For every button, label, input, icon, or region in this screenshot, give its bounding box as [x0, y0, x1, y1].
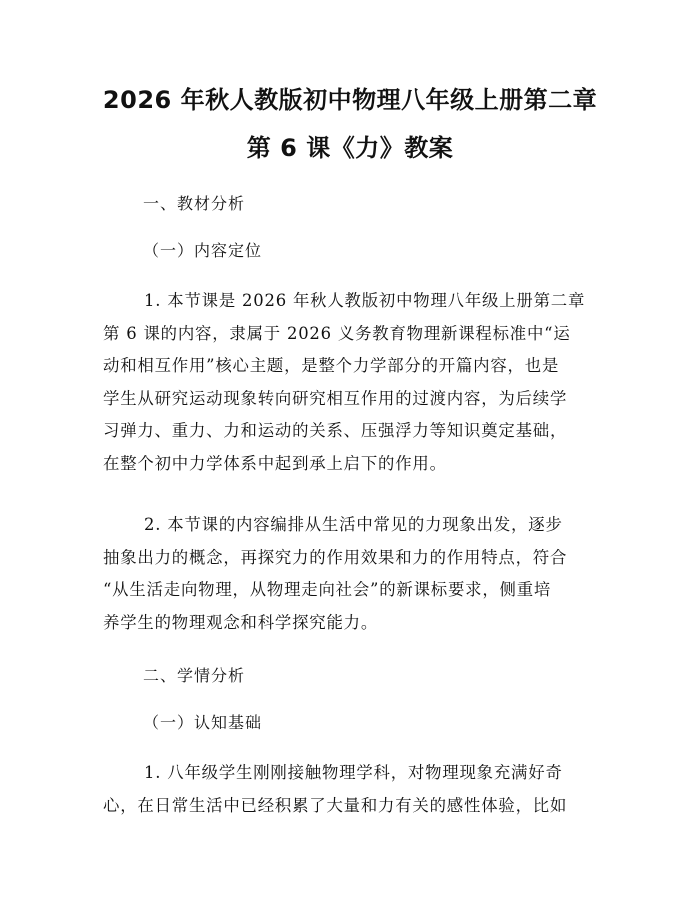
paragraph-3-line: 心，在日常生活中已经积累了大量和力有关的感性体验，比如 — [103, 795, 568, 815]
paragraph-1-line: 学生从研究运动现象转向研究相互作用的过渡内容，为后续学 — [103, 388, 568, 408]
section-heading-student-analysis: 二、学情分析 — [143, 666, 246, 685]
paragraph-2-line: 2. 本节课的内容编排从生活中常见的力现象出发，逐步 — [144, 515, 563, 534]
paragraph-1-line: 动和相互作用”核心主题，是整个力学部分的开篇内容，也是 — [103, 356, 560, 376]
paragraph-1-line: 第 6 课的内容，隶属于 2026 义务教育物理新课程标准中“运 — [103, 323, 571, 343]
paragraph-2-line: “从生活走向物理，从物理走向社会”的新课标要求，侧重培 — [103, 580, 552, 600]
document-title-line-1: 2026 年秋人教版初中物理八年级上册第二章 — [102, 86, 598, 114]
paragraph-2-line: 抽象出力的概念，再探究力的作用效果和力的作用特点，符合 — [103, 547, 568, 567]
paragraph-3 — [103, 757, 597, 822]
subheading-cognitive-foundation: （一）认知基础 — [143, 713, 263, 732]
paragraph-3-line: 1. 八年级学生刚刚接触物理学科，对物理现象充满好奇 — [144, 763, 563, 782]
paragraph-1-line: 1. 本节课是 2026 年秋人教版初中物理八年级上册第二章 — [144, 291, 586, 310]
document-title-line-2: 第 6 课《力》教案 — [246, 134, 454, 162]
paragraph-2-line: 养学生的物理观念和科学探究能力。 — [103, 612, 379, 632]
paragraph-1 — [103, 285, 597, 481]
section-heading-textbook-analysis: 一、教材分析 — [143, 194, 246, 213]
subheading-content-positioning: （一）内容定位 — [143, 241, 263, 260]
paragraph-1-line: 在整个初中力学体系中起到承上启下的作用。 — [103, 453, 447, 473]
paragraph-2 — [103, 509, 597, 639]
paragraph-1-line: 习弹力、重力、力和运动的关系、压强浮力等知识奠定基础， — [103, 421, 568, 441]
